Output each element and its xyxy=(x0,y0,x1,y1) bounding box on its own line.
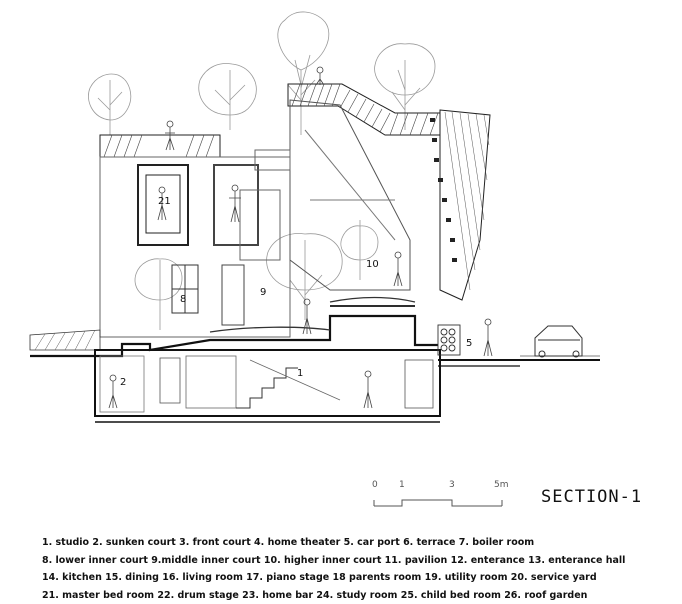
room-label-9: 9 xyxy=(260,287,267,298)
room-label-8: 8 xyxy=(180,294,187,305)
scale-tick-5m: 5m xyxy=(494,480,509,490)
scale-tick-0: 0 xyxy=(372,480,378,490)
legend-line: 14. kitchen 15. dining 16. living room 17. piano stage 18 parents room 19. utility room 20. service yard xyxy=(42,572,597,584)
roof-left xyxy=(100,135,220,157)
room-label-1: 1 xyxy=(297,368,304,379)
tree-top-mid-left xyxy=(199,64,257,130)
room-label-21: 21 xyxy=(158,196,171,207)
scale-tick-3: 3 xyxy=(449,480,455,490)
tree-mid-center xyxy=(267,234,343,320)
room-label-2: 2 xyxy=(120,377,127,388)
tree-mid-left xyxy=(135,259,182,330)
legend-line: 21. master bed room 22. drum stage 23. home bar 24. study room 25. child bed room 26. roof garden xyxy=(42,589,588,601)
tree-high-court xyxy=(341,220,378,280)
person-sunken-court xyxy=(109,375,117,408)
tree-top-center xyxy=(278,12,329,135)
building-outline xyxy=(100,100,410,337)
curtain-wall xyxy=(430,110,490,300)
scale-bar xyxy=(366,480,526,520)
car xyxy=(535,326,582,357)
person-studio xyxy=(364,371,372,408)
room-label-5: 5 xyxy=(466,338,473,349)
scale-graphic xyxy=(366,480,526,520)
legend-line: 1. studio 2. sunken court 3. front court 4. home theater 5. car port 6. terrace 7. boiler room xyxy=(42,537,535,548)
section-title: SECTION-1 xyxy=(541,487,643,507)
basement xyxy=(95,350,440,422)
background-trees xyxy=(88,12,435,330)
person-roof-right xyxy=(316,67,324,85)
tree-top-right xyxy=(375,44,435,130)
person-higher-court xyxy=(394,252,402,286)
room-label-10: 10 xyxy=(366,259,379,270)
person-right-bedroom xyxy=(229,185,241,222)
carport-screen xyxy=(438,325,460,355)
person-court xyxy=(303,299,311,334)
person-carport xyxy=(484,319,492,356)
room-legend xyxy=(42,534,625,604)
scale-tick-1: 1 xyxy=(399,480,405,490)
legend-line: 8. lower inner court 9.middle inner court 10. higher inner court 11. pavilion 12. enterance 13. enterance hall xyxy=(42,554,626,566)
tree-top-left xyxy=(88,74,130,135)
